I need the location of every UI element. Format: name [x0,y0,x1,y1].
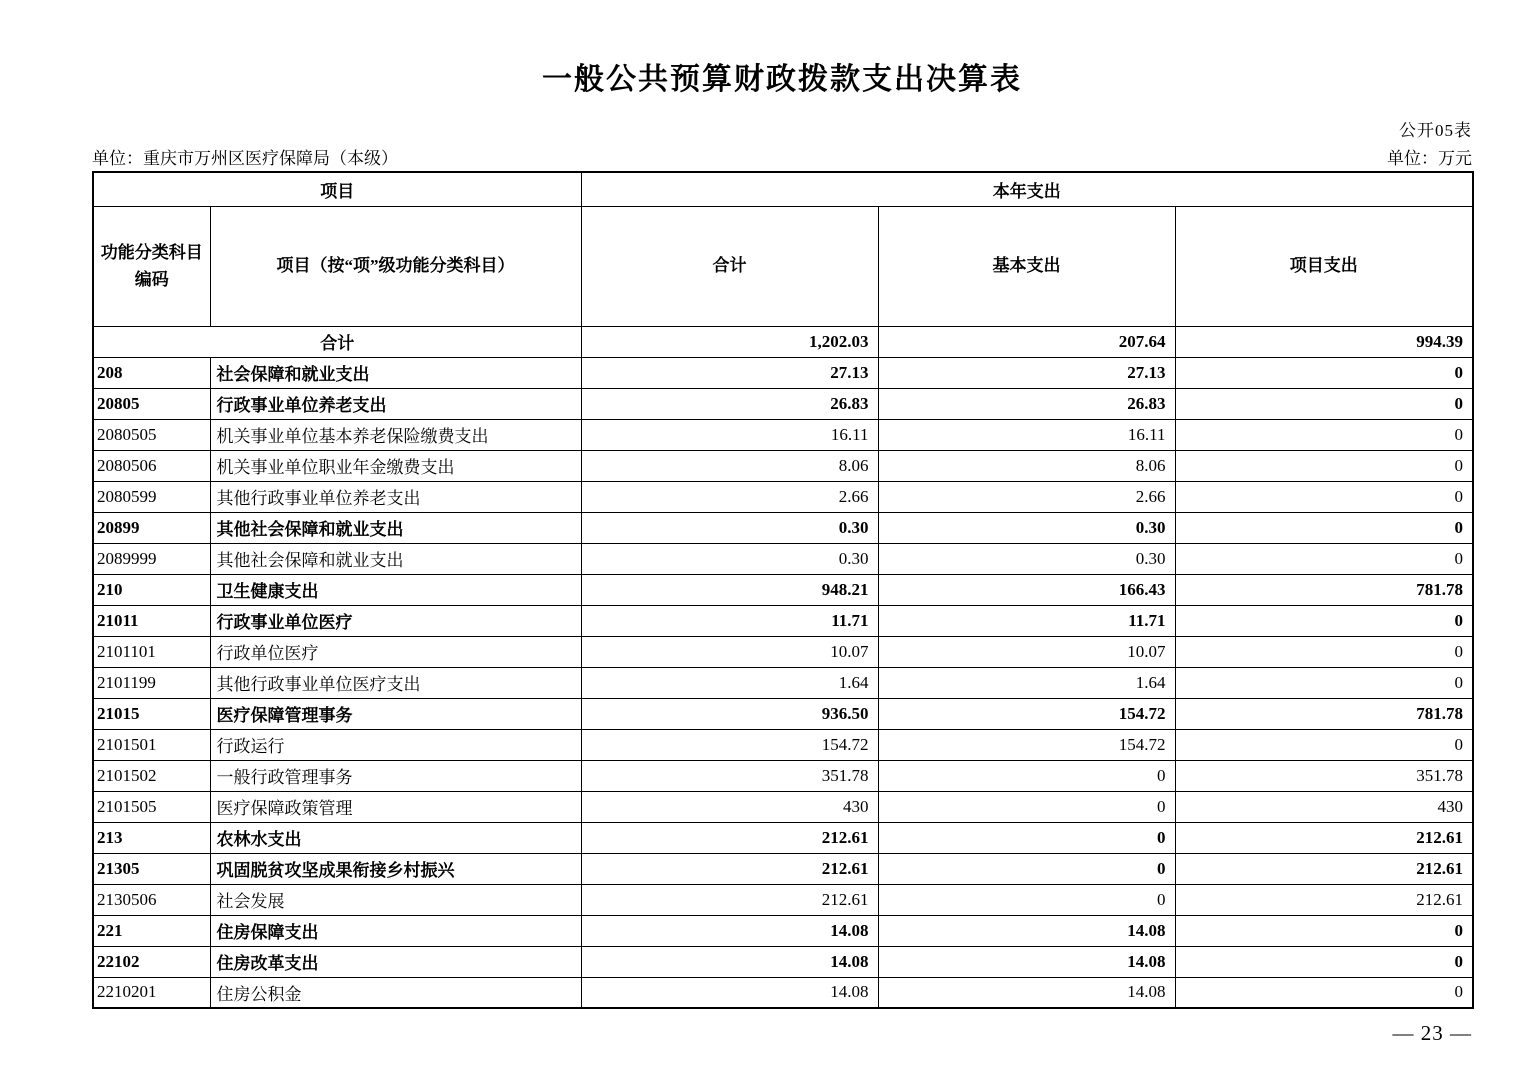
table-header [93,172,1473,326]
basic-cell: 8.06 [878,450,1175,481]
basic-cell: 14.08 [878,977,1175,1008]
code-cell: 2101502 [93,760,210,791]
table-row [93,822,1473,853]
table-body [93,326,1473,1008]
code-cell: 22102 [93,946,210,977]
budget-table [92,171,1474,1009]
basic-cell: 10.07 [878,636,1175,667]
item-cell: 行政事业单位医疗 [210,605,581,636]
project-cell: 0 [1175,388,1473,419]
page-title: 一般公共预算财政拨款支出决算表 [542,63,1022,96]
table-row [93,760,1473,791]
item-cell: 一般行政管理事务 [210,760,581,791]
code-cell: 21015 [93,698,210,729]
item-cell: 合计 [93,326,581,357]
code-cell: 221 [93,915,210,946]
table-row [93,450,1473,481]
code-cell: 2101101 [93,636,210,667]
basic-cell: 2.66 [878,481,1175,512]
table-row [93,791,1473,822]
header-item-column: 项目（按“项”级功能分类科目） [210,206,581,326]
total-cell: 10.07 [581,636,878,667]
table-row [93,636,1473,667]
total-cell: 27.13 [581,357,878,388]
code-cell: 2080505 [93,419,210,450]
project-cell: 994.39 [1175,326,1473,357]
total-cell: 0.30 [581,512,878,543]
total-cell: 8.06 [581,450,878,481]
project-cell: 0 [1175,667,1473,698]
project-cell: 212.61 [1175,853,1473,884]
table-row [93,357,1473,388]
project-cell: 781.78 [1175,698,1473,729]
basic-cell: 1.64 [878,667,1175,698]
meta-row [92,144,1472,169]
project-cell: 212.61 [1175,884,1473,915]
item-cell: 其他行政事业单位医疗支出 [210,667,581,698]
project-cell: 0 [1175,946,1473,977]
code-cell: 21011 [93,605,210,636]
page-number: — 23 — [1392,1021,1472,1045]
header-project-column: 项目支出 [1175,206,1473,326]
item-cell: 其他社会保障和就业支出 [210,543,581,574]
code-cell: 21305 [93,853,210,884]
total-cell: 14.08 [581,915,878,946]
total-cell: 430 [581,791,878,822]
basic-cell: 14.08 [878,915,1175,946]
total-cell: 14.08 [581,946,878,977]
item-cell: 社会保障和就业支出 [210,357,581,388]
basic-cell: 154.72 [878,698,1175,729]
basic-cell: 14.08 [878,946,1175,977]
basic-cell: 16.11 [878,419,1175,450]
basic-cell: 0 [878,791,1175,822]
table-row [93,388,1473,419]
code-cell: 208 [93,357,210,388]
project-cell: 0 [1175,636,1473,667]
project-cell: 0 [1175,357,1473,388]
item-cell: 巩固脱贫攻坚成果衔接乡村振兴 [210,853,581,884]
table-row [93,915,1473,946]
basic-cell: 207.64 [878,326,1175,357]
basic-cell: 26.83 [878,388,1175,419]
code-cell: 2130506 [93,884,210,915]
basic-cell: 0 [878,853,1175,884]
unit-label: 单位：万元 [1387,149,1472,168]
header-project-group: 项目 [93,172,581,206]
table-row [93,698,1473,729]
basic-cell: 0 [878,884,1175,915]
table-row [93,419,1473,450]
item-cell: 医疗保障管理事务 [210,698,581,729]
total-cell: 2.66 [581,481,878,512]
header-basic-column: 基本支出 [878,206,1175,326]
code-cell: 210 [93,574,210,605]
total-cell: 936.50 [581,698,878,729]
item-cell: 行政事业单位养老支出 [210,388,581,419]
code-cell: 2089999 [93,543,210,574]
table-row [93,326,1473,357]
item-cell: 机关事业单位职业年金缴费支出 [210,450,581,481]
total-cell: 212.61 [581,884,878,915]
total-cell: 14.08 [581,977,878,1008]
item-cell: 住房公积金 [210,977,581,1008]
total-cell: 212.61 [581,853,878,884]
total-cell: 26.83 [581,388,878,419]
table-row [93,884,1473,915]
project-cell: 0 [1175,729,1473,760]
project-cell: 0 [1175,605,1473,636]
project-cell: 430 [1175,791,1473,822]
code-cell: 2101501 [93,729,210,760]
total-cell: 212.61 [581,822,878,853]
project-cell: 0 [1175,543,1473,574]
total-cell: 948.21 [581,574,878,605]
total-cell: 0.30 [581,543,878,574]
project-cell: 351.78 [1175,760,1473,791]
table-row [93,853,1473,884]
basic-cell: 0.30 [878,543,1175,574]
total-cell: 1.64 [581,667,878,698]
header-year-group: 本年支出 [581,172,1473,206]
table-row [93,512,1473,543]
project-cell: 0 [1175,450,1473,481]
item-cell: 行政单位医疗 [210,636,581,667]
code-cell: 2101505 [93,791,210,822]
item-cell: 医疗保障政策管理 [210,791,581,822]
total-cell: 351.78 [581,760,878,791]
project-cell: 0 [1175,419,1473,450]
item-cell: 农林水支出 [210,822,581,853]
table-row [93,574,1473,605]
basic-cell: 27.13 [878,357,1175,388]
doc-code: 公开05表 [1399,121,1472,140]
project-cell: 0 [1175,915,1473,946]
item-cell: 行政运行 [210,729,581,760]
item-cell: 其他行政事业单位养老支出 [210,481,581,512]
basic-cell: 0 [878,760,1175,791]
project-cell: 781.78 [1175,574,1473,605]
table-row [93,946,1473,977]
total-cell: 16.11 [581,419,878,450]
code-cell: 2080599 [93,481,210,512]
basic-cell: 166.43 [878,574,1175,605]
item-cell: 住房改革支出 [210,946,581,977]
project-cell: 0 [1175,512,1473,543]
total-cell: 1,202.03 [581,326,878,357]
basic-cell: 11.71 [878,605,1175,636]
project-cell: 0 [1175,481,1473,512]
table-row [93,977,1473,1008]
header-code-column: 功能分类科目编码 [93,206,210,326]
code-cell: 2210201 [93,977,210,1008]
basic-cell: 0 [878,822,1175,853]
item-cell: 机关事业单位基本养老保险缴费支出 [210,419,581,450]
code-cell: 213 [93,822,210,853]
org-label: 单位：重庆市万州区医疗保障局（本级） [92,149,398,168]
code-cell: 2080506 [93,450,210,481]
project-cell: 212.61 [1175,822,1473,853]
basic-cell: 0.30 [878,512,1175,543]
code-cell: 2101199 [93,667,210,698]
item-cell: 住房保障支出 [210,915,581,946]
table-row [93,667,1473,698]
item-cell: 其他社会保障和就业支出 [210,512,581,543]
code-cell: 20805 [93,388,210,419]
total-cell: 11.71 [581,605,878,636]
basic-cell: 154.72 [878,729,1175,760]
table-row [93,481,1473,512]
project-cell: 0 [1175,977,1473,1008]
table-row [93,543,1473,574]
table-row [93,729,1473,760]
table-row [93,605,1473,636]
item-cell: 社会发展 [210,884,581,915]
total-cell: 154.72 [581,729,878,760]
header-total-column: 合计 [581,206,878,326]
code-cell: 20899 [93,512,210,543]
item-cell: 卫生健康支出 [210,574,581,605]
